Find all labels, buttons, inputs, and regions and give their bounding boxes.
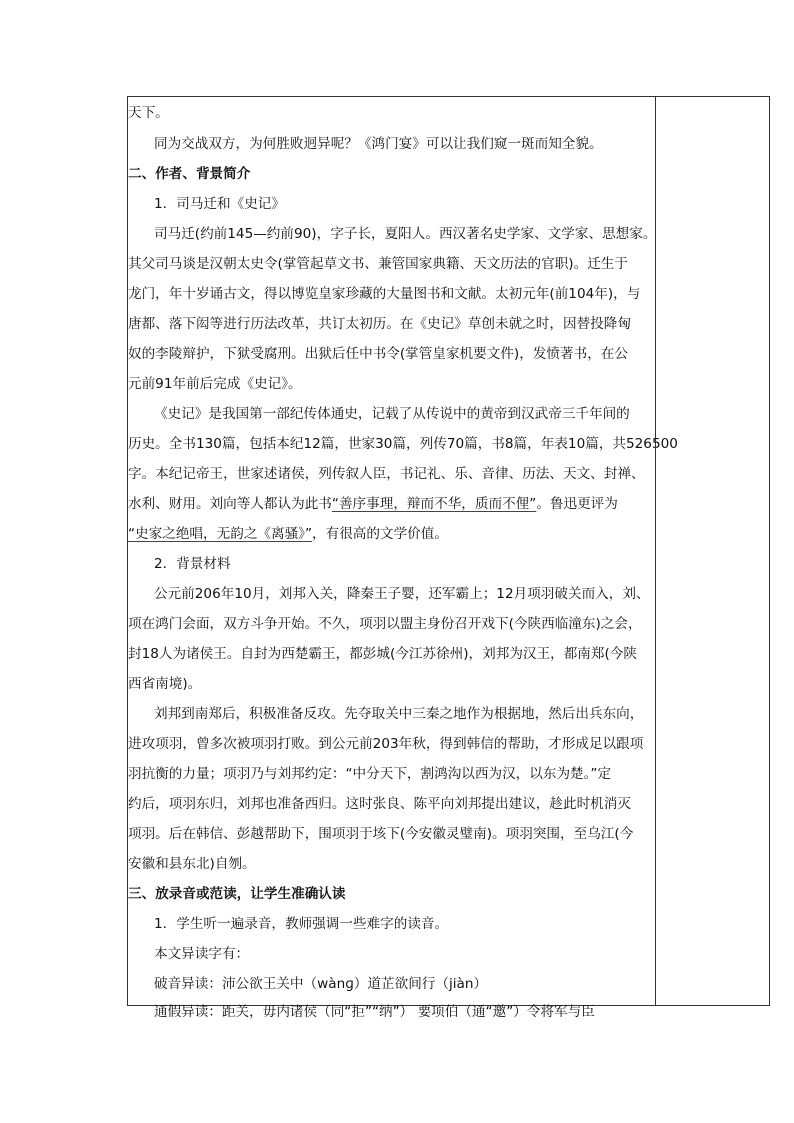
text-line: 进攻项羽，曾多次被项羽打败。到公元前203年秋，得到韩信的帮助，才形成足以跟项: [128, 736, 644, 752]
text-segment: 水利、财用。刘向等人都认为此书: [128, 496, 332, 512]
text-line: 元前91年前后完成《史记》。: [128, 376, 302, 392]
lesson-table: [127, 96, 770, 1020]
text-line: [128, 491, 655, 517]
text-line: 1．学生听一遍录音，教师强调一些难字的读音。: [154, 916, 449, 932]
quote-luxun: “史家之绝唱，无韵之《离骚》”: [128, 526, 313, 542]
text-line: 公元前206年10月，刘邦入关，降秦王子婴，还军霸上；12月项羽破关而入，刘、: [154, 586, 650, 602]
text-line: 通假异读：距关，毋内诸侯（同“拒”“纳”） 要项伯（通“邀”）令将军与臣: [154, 1004, 595, 1020]
text-segment: ，有很高的文学价值。: [312, 526, 448, 542]
section-heading-author-background: 二、作者、背景简介: [128, 166, 251, 182]
text-line: 龙门，年十岁诵古文，得以博览皇家珍藏的大量图书和文献。太初元年(前104年)，与: [128, 286, 641, 302]
text-line: 羽抗衡的力量；项羽乃与刘邦约定：“中分天下，割鸿沟以西为汉，以东为楚。”定: [128, 766, 612, 782]
text-line: 西省南境)。: [128, 676, 202, 692]
text-line: 其父司马谈是汉朝太史令(掌管起草文书、兼管国家典籍、天文历法的官职)。迁生于: [128, 256, 628, 272]
lesson-content-cell: [128, 97, 678, 1020]
text-line: 历史。全书130篇，包括本纪12篇，世家30篇，列传70篇，书8篇，年表10篇，共526500: [128, 436, 678, 452]
quote-liuxiang: “善序事理，辩而不华，质而不俚”: [331, 496, 537, 512]
text-line: [128, 521, 655, 547]
text-line: 天下。: [128, 105, 169, 121]
text-line: 本文异读字有：: [154, 946, 250, 962]
text-line: 唐都、落下闳等进行历法改革，共订太初历。在《史记》草创未就之时，因替投降匈: [128, 316, 631, 332]
text-line: 同为交战双方，为何胜败迥异呢？《鸿门宴》可以让我们窥一斑而知全貌。: [154, 136, 603, 152]
text-line: 封18人为诸侯王。自封为西楚霸王，都彭城(今江苏徐州)，刘邦为汉王，都南郑(今陕: [128, 646, 637, 662]
subheading-background: 2．背景材料: [154, 556, 231, 572]
column-divider: [655, 97, 656, 1005]
text-line: 项羽。后在韩信、彭越帮助下，围项羽于垓下(今安徽灵璧南)。项羽突围，至乌江(今: [128, 826, 634, 842]
text-line: 约后，项羽东归，刘邦也准备西归。这时张良、陈平向刘邦提出建议，趁此时机消灭: [128, 796, 631, 812]
text-line: 破音异读：沛公欲王关中（wànɡ）道芷欲间行（jiàn）: [154, 976, 488, 992]
text-segment: 。鲁迅更评为: [536, 496, 618, 512]
section-heading-reading: 三、放录音或范读，让学生准确认读: [128, 886, 346, 902]
subheading-sima-qian: 1．司马迁和《史记》: [154, 196, 285, 212]
text-line: 安徽和县东北)自刎。: [128, 856, 256, 872]
text-line: 司马迁(约前145—约前90)，字子长，夏阳人。西汉著名史学家、文学家、思想家。: [154, 226, 657, 242]
text-line: 奴的李陵辩护，下狱受腐刑。出狱后任中书令(掌管皇家机要文件)，发愤著书，在公: [128, 346, 628, 362]
text-line: 项在鸿门会面，双方斗争开始。不久，项羽以盟主身份召开戏下(今陕西临潼东)之会，: [128, 616, 642, 632]
text-line: 字。本纪记帝王，世家述诸侯，列传叙人臣，书记礼、乐、音律、历法、天文、封禅、: [128, 466, 645, 482]
text-line: 刘邦到南郑后，积极准备反攻。先夺取关中三秦之地作为根据地，然后出兵东向，: [154, 706, 644, 722]
text-line: 《史记》是我国第一部纪传体通史，记载了从传说中的黄帝到汉武帝三千年间的: [154, 406, 630, 422]
